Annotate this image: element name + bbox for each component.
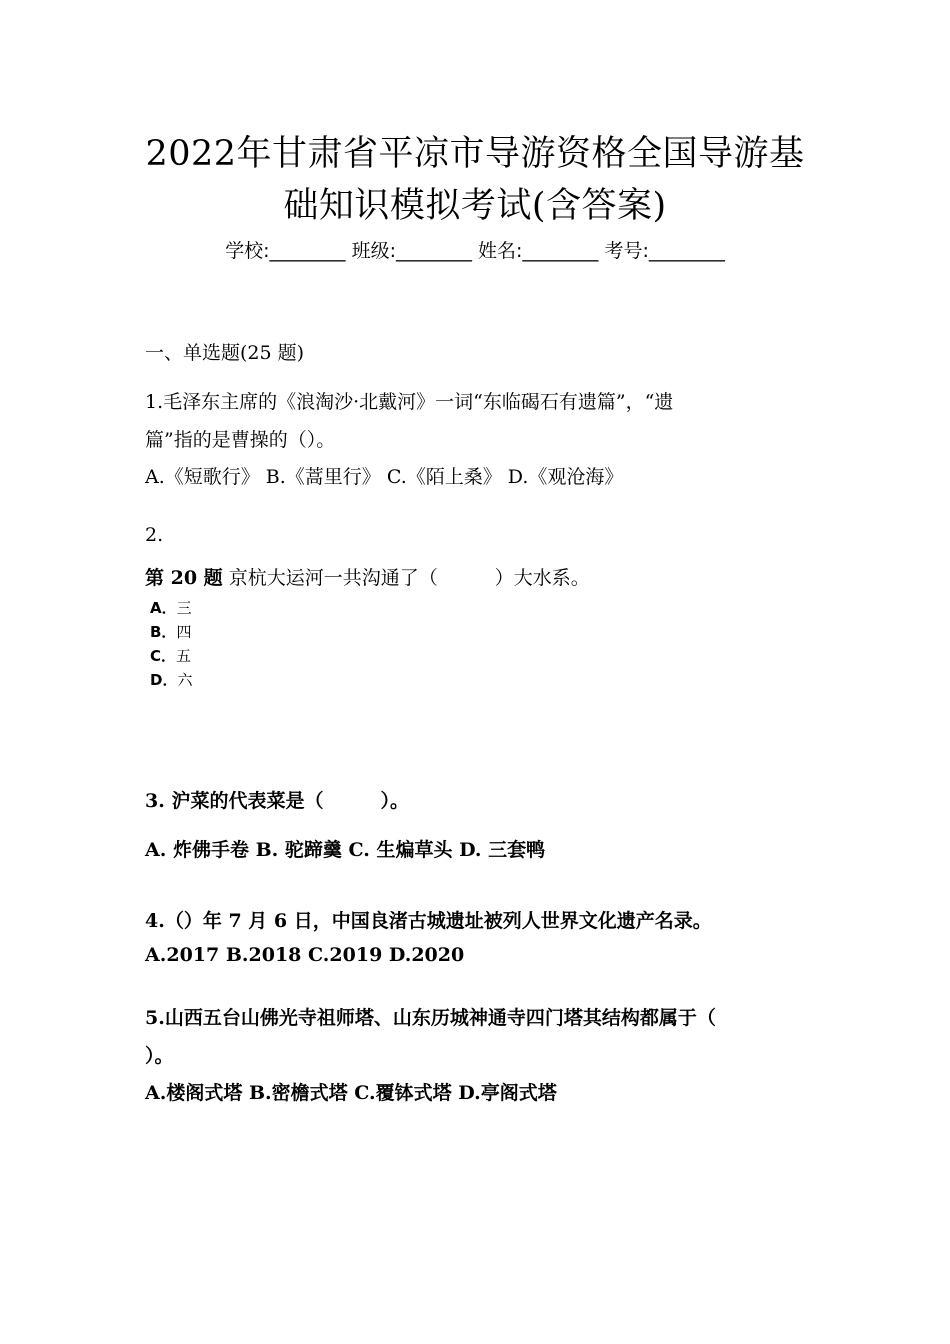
q1-options: A.《短歌行》 B.《蒿里行》 C.《陌上桑》 D.《观沧海》 bbox=[145, 466, 624, 488]
q5-options: A.楼阁式塔 B.密檐式塔 C.覆钵式塔 D.亭阁式塔 bbox=[145, 1082, 557, 1104]
title-line-1: 2022年甘肃省平凉市导游资格全国导游基 bbox=[145, 134, 805, 174]
student-info-line: 学校:________ 班级:________ 姓名:________ 考号:________ bbox=[225, 240, 725, 262]
q2-option-key: C． bbox=[150, 647, 177, 665]
q3-stem: 3. 沪菜的代表菜是（ ）。 bbox=[145, 790, 409, 812]
q2-stem-text: 京杭大运河一共沟通了（ ）大水系。 bbox=[222, 567, 590, 589]
q5-stem-line-1: 5.山西五台山佛光寺祖师塔、山东历城神通寺四门塔其结构都属于（ bbox=[145, 1007, 716, 1029]
q2-option-text: 六 bbox=[177, 671, 193, 689]
q2-number: 2. bbox=[145, 524, 164, 546]
q2-option-d bbox=[150, 669, 192, 690]
q2-option-c bbox=[150, 645, 191, 666]
q2-option-text: 四 bbox=[176, 623, 192, 641]
q1-stem-line-2: 篇”指的是曹操的（）。 bbox=[145, 429, 336, 451]
q5-stem-line-2: ）。 bbox=[145, 1045, 174, 1067]
q2-option-key: A． bbox=[150, 599, 177, 617]
q4-stem: 4.（）年 7 月 6 日，中国良渚古城遗址被列人世界文化遗产名录。 bbox=[145, 910, 712, 932]
q2-option-key: B． bbox=[150, 623, 177, 641]
q2-option-key: D． bbox=[150, 671, 178, 689]
q3-options: A. 炸佛手卷 B. 驼蹄羹 C. 生煸草头 D. 三套鸭 bbox=[145, 839, 546, 861]
q1-stem-line-1: 1.毛泽东主席的《浪淘沙·北戴河》一词“东临碣石有遗篇”，“遗 bbox=[145, 391, 674, 413]
q2-option-b bbox=[150, 621, 191, 642]
section-heading: 一、单选题(25 题) bbox=[145, 342, 305, 364]
title-line-2: 础知识模拟考试(含答案) bbox=[283, 186, 667, 226]
q2-label: 第 20 题 bbox=[145, 567, 223, 589]
document-title bbox=[95, 128, 855, 232]
q4-options: A.2017 B.2018 C.2019 D.2020 bbox=[145, 944, 465, 966]
q2-option-text: 三 bbox=[176, 599, 192, 617]
q2-option-text: 五 bbox=[176, 647, 192, 665]
q2-stem bbox=[145, 563, 590, 590]
q2-option-a bbox=[150, 597, 192, 618]
